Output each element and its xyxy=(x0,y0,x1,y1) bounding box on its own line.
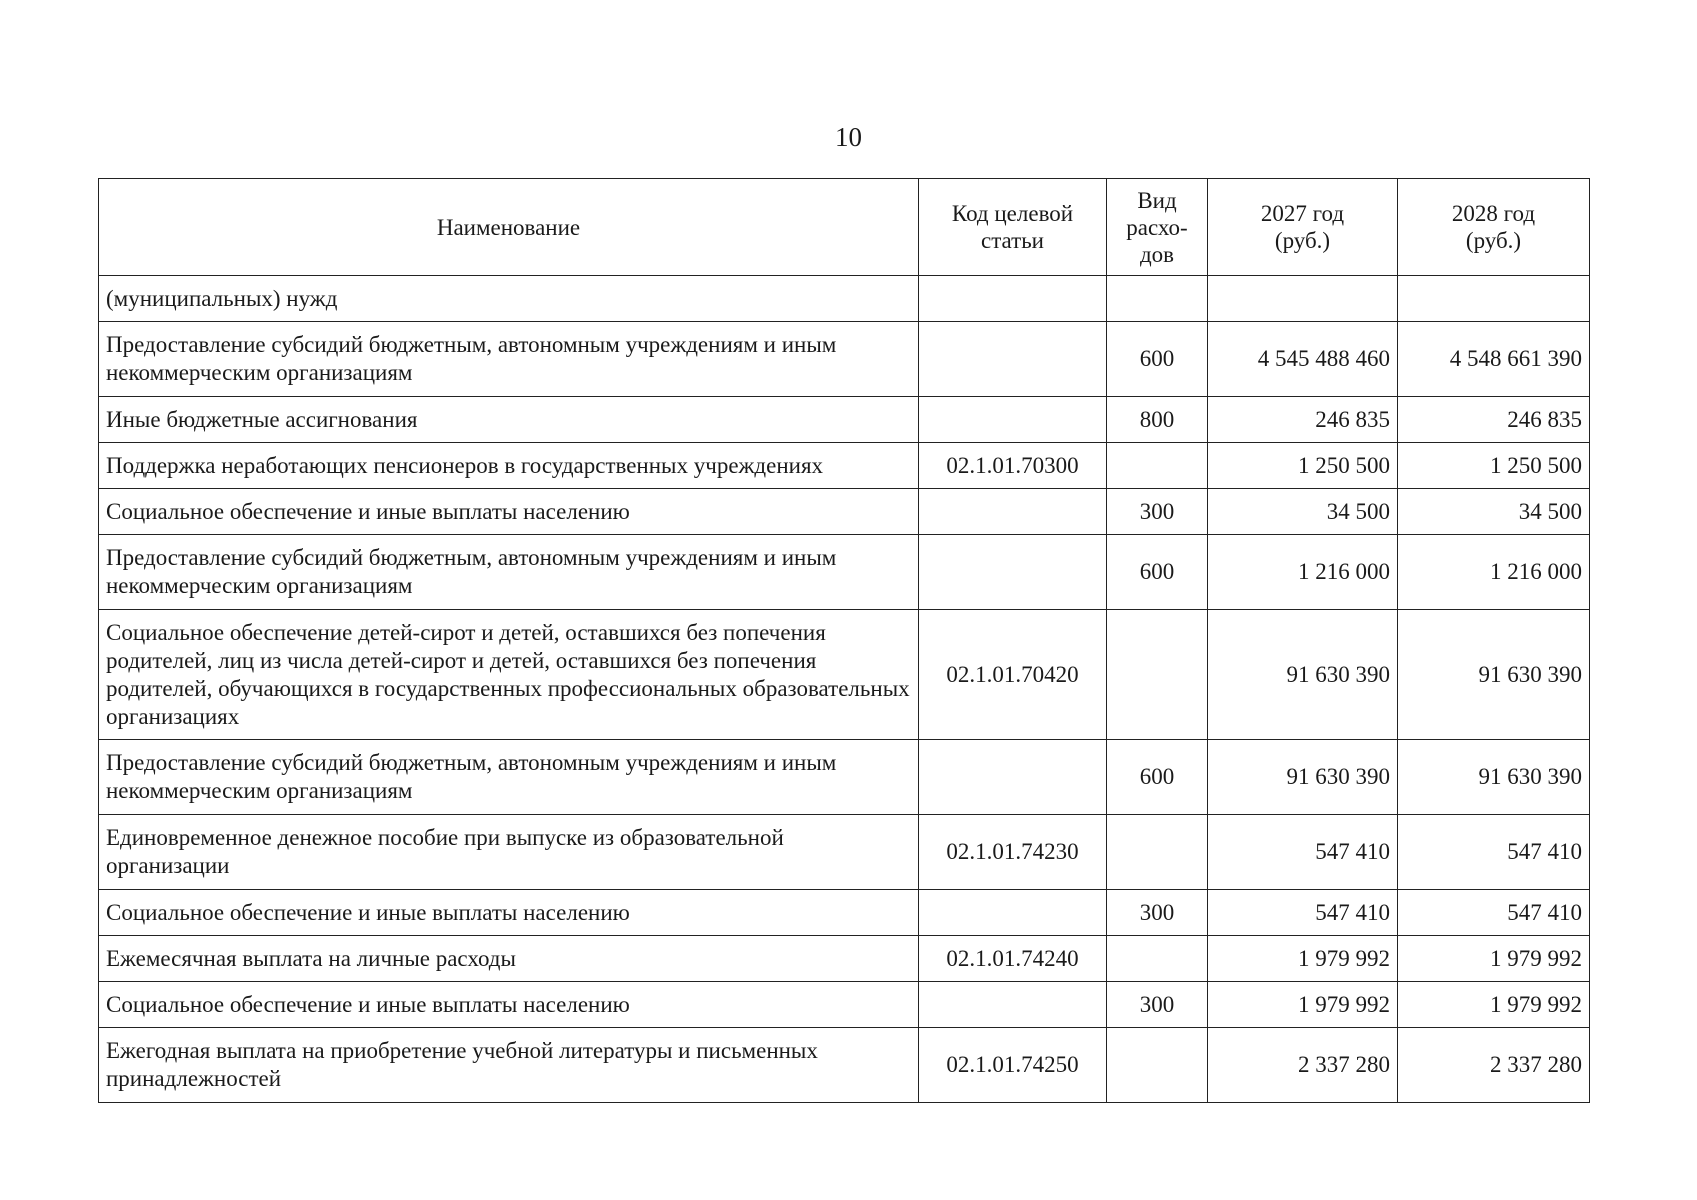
cell-name: Единовременное денежное пособие при выпуске из образовательной организации xyxy=(99,815,919,890)
cell-name: Социальное обеспечение и иные выплаты населению xyxy=(99,489,919,535)
header-code-text: Код целевой статьи xyxy=(951,201,1074,253)
budget-table xyxy=(98,178,1590,1103)
cell-2028: 246 835 xyxy=(1398,397,1590,443)
cell-code xyxy=(919,982,1107,1028)
cell-2027: 91 630 390 xyxy=(1208,610,1398,740)
cell-2028: 91 630 390 xyxy=(1398,740,1590,815)
cell-2027: 1 250 500 xyxy=(1208,443,1398,489)
cell-type: 600 xyxy=(1107,322,1208,397)
cell-2028: 547 410 xyxy=(1398,890,1590,936)
cell-2027: 4 545 488 460 xyxy=(1208,322,1398,397)
cell-type xyxy=(1107,443,1208,489)
cell-name: Иные бюджетные ассигнования xyxy=(99,397,919,443)
header-2028 xyxy=(1398,179,1590,276)
cell-2028: 547 410 xyxy=(1398,815,1590,890)
cell-2028 xyxy=(1398,276,1590,322)
cell-2028: 4 548 661 390 xyxy=(1398,322,1590,397)
table-row xyxy=(99,936,1590,982)
cell-type: 300 xyxy=(1107,890,1208,936)
table-row xyxy=(99,535,1590,610)
cell-2027: 34 500 xyxy=(1208,489,1398,535)
header-2027-text: 2027 год (руб.) xyxy=(1260,201,1345,253)
cell-2027: 246 835 xyxy=(1208,397,1398,443)
table-row xyxy=(99,982,1590,1028)
cell-2028: 34 500 xyxy=(1398,489,1590,535)
cell-2027: 91 630 390 xyxy=(1208,740,1398,815)
cell-2027: 2 337 280 xyxy=(1208,1028,1398,1103)
cell-name: Предоставление субсидий бюджетным, автономным учреждениям и иным некоммерческим организациям xyxy=(99,740,919,815)
cell-code xyxy=(919,890,1107,936)
table-header-row xyxy=(99,179,1590,276)
cell-type: 600 xyxy=(1107,535,1208,610)
cell-2028: 1 979 992 xyxy=(1398,982,1590,1028)
table-row xyxy=(99,397,1590,443)
table-row xyxy=(99,322,1590,397)
cell-type xyxy=(1107,815,1208,890)
table-body xyxy=(99,276,1590,1103)
cell-2028: 2 337 280 xyxy=(1398,1028,1590,1103)
cell-code: 02.1.01.74230 xyxy=(919,815,1107,890)
header-type xyxy=(1107,179,1208,276)
cell-name: Социальное обеспечение детей-сирот и детей, оставшихся без попечения родителей, лиц из числа детей-сирот и детей, оставшихся без попечения родителей, обучающихся в государственных профессиональных образовательных организациях xyxy=(99,610,919,740)
cell-name: Социальное обеспечение и иные выплаты населению xyxy=(99,890,919,936)
cell-code: 02.1.01.70300 xyxy=(919,443,1107,489)
cell-code xyxy=(919,740,1107,815)
cell-code xyxy=(919,535,1107,610)
table-row xyxy=(99,740,1590,815)
cell-2027: 1 979 992 xyxy=(1208,936,1398,982)
cell-2028: 1 979 992 xyxy=(1398,936,1590,982)
cell-code xyxy=(919,276,1107,322)
cell-code xyxy=(919,397,1107,443)
cell-type xyxy=(1107,936,1208,982)
cell-type: 600 xyxy=(1107,740,1208,815)
cell-2028: 91 630 390 xyxy=(1398,610,1590,740)
cell-type xyxy=(1107,276,1208,322)
table-row xyxy=(99,1028,1590,1103)
cell-type: 800 xyxy=(1107,397,1208,443)
cell-2027: 1 979 992 xyxy=(1208,982,1398,1028)
cell-2027: 547 410 xyxy=(1208,890,1398,936)
table-row xyxy=(99,610,1590,740)
page-number: 10 xyxy=(835,122,862,152)
cell-2027: 547 410 xyxy=(1208,815,1398,890)
cell-code: 02.1.01.70420 xyxy=(919,610,1107,740)
cell-name: (муниципальных) нужд xyxy=(99,276,919,322)
cell-name: Социальное обеспечение и иные выплаты населению xyxy=(99,982,919,1028)
cell-name: Ежегодная выплата на приобретение учебной литературы и письменных принадлежностей xyxy=(99,1028,919,1103)
header-2027 xyxy=(1208,179,1398,276)
cell-2028: 1 250 500 xyxy=(1398,443,1590,489)
cell-type: 300 xyxy=(1107,982,1208,1028)
cell-code xyxy=(919,489,1107,535)
header-type-text: Вид расхо-дов xyxy=(1126,187,1188,267)
table-row xyxy=(99,443,1590,489)
cell-name: Ежемесячная выплата на личные расходы xyxy=(99,936,919,982)
cell-2028: 1 216 000 xyxy=(1398,535,1590,610)
table-row xyxy=(99,890,1590,936)
cell-code xyxy=(919,322,1107,397)
header-name: Наименование xyxy=(99,179,919,276)
cell-name: Предоставление субсидий бюджетным, автономным учреждениям и иным некоммерческим организациям xyxy=(99,535,919,610)
table-row xyxy=(99,276,1590,322)
table-row xyxy=(99,815,1590,890)
cell-type xyxy=(1107,610,1208,740)
table-row xyxy=(99,489,1590,535)
cell-2027 xyxy=(1208,276,1398,322)
cell-2027: 1 216 000 xyxy=(1208,535,1398,610)
header-2028-text: 2028 год (руб.) xyxy=(1451,201,1536,253)
cell-type: 300 xyxy=(1107,489,1208,535)
cell-code: 02.1.01.74250 xyxy=(919,1028,1107,1103)
cell-type xyxy=(1107,1028,1208,1103)
cell-name: Предоставление субсидий бюджетным, автономным учреждениям и иным некоммерческим организациям xyxy=(99,322,919,397)
cell-name: Поддержка неработающих пенсионеров в государственных учреждениях xyxy=(99,443,919,489)
header-code xyxy=(919,179,1107,276)
cell-code: 02.1.01.74240 xyxy=(919,936,1107,982)
